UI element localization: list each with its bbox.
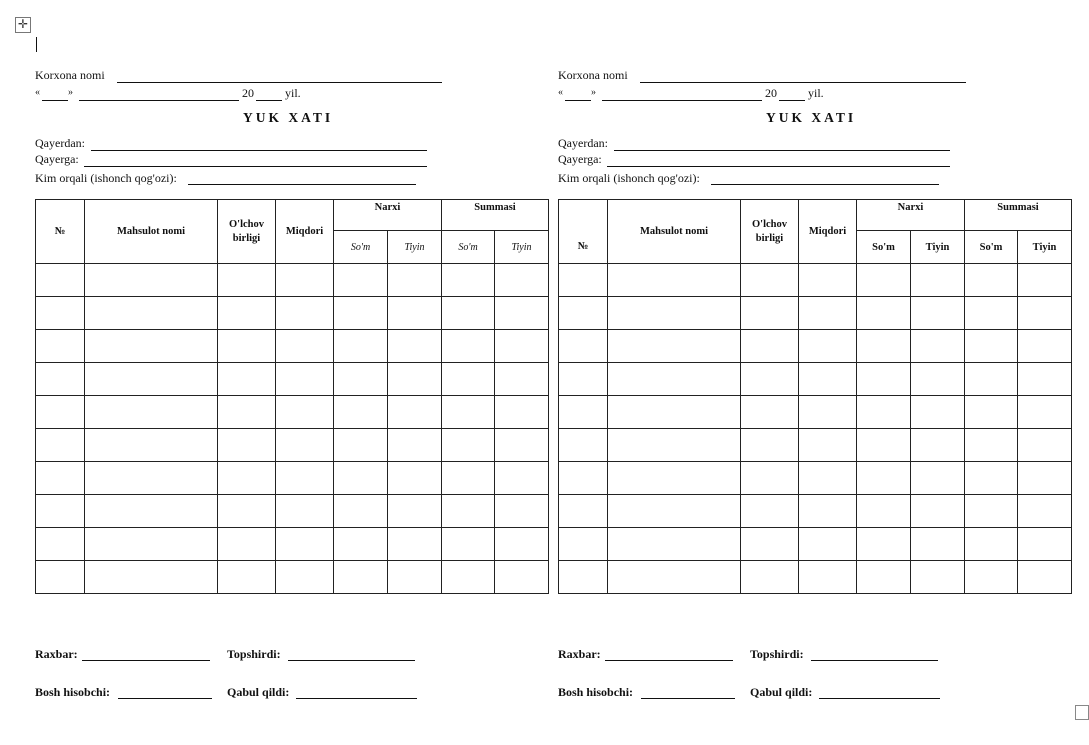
table-cell[interactable] [857, 396, 911, 429]
table-cell[interactable] [1018, 528, 1072, 561]
table-cell[interactable] [36, 396, 85, 429]
col-price-header: Narxi [857, 200, 965, 231]
table-row [36, 330, 549, 363]
handed-signature-field[interactable] [288, 660, 415, 661]
century-label: 20 [242, 86, 254, 100]
table-cell[interactable] [857, 462, 911, 495]
table-cell[interactable] [388, 429, 442, 462]
table-cell[interactable] [559, 396, 608, 429]
table-cell[interactable] [799, 297, 857, 330]
table-cell[interactable] [495, 462, 549, 495]
table-cell[interactable] [1018, 561, 1072, 594]
table-cell[interactable] [799, 396, 857, 429]
sum-tiyin-header: Tiyin [1018, 231, 1072, 264]
table-cell[interactable] [799, 330, 857, 363]
table-cell[interactable] [36, 264, 85, 297]
table-cell[interactable] [388, 561, 442, 594]
table-cell[interactable] [741, 330, 799, 363]
table-cell[interactable] [388, 330, 442, 363]
received-label: Qabul qildi: [227, 685, 290, 699]
table-cell[interactable] [36, 330, 85, 363]
table-cell[interactable] [218, 396, 276, 429]
table-cell[interactable] [442, 462, 495, 495]
table-cell[interactable] [276, 495, 334, 528]
table-cell[interactable] [36, 528, 85, 561]
price-tiyin-header: Tiyin [911, 231, 965, 264]
quote-open: « [35, 87, 40, 98]
table-cell[interactable] [36, 429, 85, 462]
head-signature-field[interactable] [605, 660, 733, 661]
from-field[interactable] [91, 150, 427, 151]
table-cell[interactable] [388, 528, 442, 561]
waybill-form-left [35, 0, 549, 745]
quote-open: « [558, 87, 563, 98]
table-cell[interactable] [36, 462, 85, 495]
table-cell[interactable] [218, 561, 276, 594]
waybill-form-right [558, 0, 1072, 745]
table-cell[interactable] [218, 330, 276, 363]
table-cell[interactable] [85, 363, 218, 396]
table-cell[interactable] [85, 264, 218, 297]
table-cell[interactable] [741, 561, 799, 594]
table-cell[interactable] [1018, 264, 1072, 297]
table-cell[interactable] [799, 363, 857, 396]
table-row [559, 297, 1072, 330]
table-cell[interactable] [85, 330, 218, 363]
table-cell[interactable] [276, 561, 334, 594]
table-cell[interactable] [442, 297, 495, 330]
table-cell[interactable] [559, 330, 608, 363]
col-no-header: № [559, 200, 608, 264]
table-cell[interactable] [276, 528, 334, 561]
table-cell[interactable] [799, 462, 857, 495]
table-cell[interactable] [608, 528, 741, 561]
table-cell[interactable] [218, 528, 276, 561]
handed-label: Topshirdi: [227, 647, 281, 661]
table-cell[interactable] [857, 297, 911, 330]
table-cell[interactable] [388, 297, 442, 330]
to-field[interactable] [84, 166, 427, 167]
table-cell[interactable] [608, 462, 741, 495]
table-cell[interactable] [741, 495, 799, 528]
company-name-field[interactable] [117, 82, 442, 83]
month-field[interactable] [602, 100, 762, 101]
table-cell[interactable] [442, 495, 495, 528]
table-cell[interactable] [495, 264, 549, 297]
table-cell[interactable] [799, 429, 857, 462]
table-cell[interactable] [442, 264, 495, 297]
table-cell[interactable] [741, 462, 799, 495]
table-cell[interactable] [388, 396, 442, 429]
table-cell[interactable] [911, 429, 965, 462]
from-label: Qayerdan: [35, 136, 85, 150]
table-row [559, 330, 1072, 363]
table-cell[interactable] [495, 429, 549, 462]
to-label: Qayerga: [558, 152, 602, 166]
table-cell[interactable] [334, 363, 388, 396]
table-cell[interactable] [442, 528, 495, 561]
table-cell[interactable] [218, 462, 276, 495]
via-label: Kim orqali (ishonch qog'ozi): [558, 171, 700, 185]
table-cell[interactable] [857, 264, 911, 297]
to-field[interactable] [607, 166, 950, 167]
table-cell[interactable] [559, 264, 608, 297]
head-signature-field[interactable] [82, 660, 210, 661]
table-cell[interactable] [965, 363, 1018, 396]
table-cell[interactable] [857, 528, 911, 561]
price-som-header: So'm [334, 231, 388, 264]
via-field[interactable] [711, 184, 939, 185]
table-row [36, 396, 549, 429]
table-cell[interactable] [85, 528, 218, 561]
table-cell[interactable] [911, 396, 965, 429]
via-label: Kim orqali (ishonch qog'ozi): [35, 171, 177, 185]
table-cell[interactable] [334, 330, 388, 363]
handed-label: Topshirdi: [750, 647, 804, 661]
table-row [36, 297, 549, 330]
year-field[interactable] [256, 100, 282, 101]
table-cell[interactable] [1018, 462, 1072, 495]
company-label: Korxona nomi [558, 68, 628, 82]
table-cell[interactable] [276, 297, 334, 330]
company-label: Korxona nomi [35, 68, 105, 82]
price-tiyin-header: Tiyin [388, 231, 442, 264]
table-cell[interactable] [85, 495, 218, 528]
sum-som-header: So'm [442, 231, 495, 264]
table-row [559, 363, 1072, 396]
table-cell[interactable] [495, 330, 549, 363]
table-cell[interactable] [388, 462, 442, 495]
col-sum-header: Summasi [442, 200, 549, 231]
table-cell[interactable] [1018, 396, 1072, 429]
day-field[interactable] [565, 100, 591, 101]
table-cell[interactable] [559, 297, 608, 330]
table-cell[interactable] [799, 528, 857, 561]
table-row [559, 429, 1072, 462]
sum-tiyin-header: Tiyin [495, 231, 549, 264]
table-cell[interactable] [965, 528, 1018, 561]
received-signature-field[interactable] [296, 698, 417, 699]
table-cell[interactable] [608, 495, 741, 528]
from-field[interactable] [614, 150, 950, 151]
table-row [36, 429, 549, 462]
table-cell[interactable] [442, 429, 495, 462]
table-row [559, 462, 1072, 495]
table-cell[interactable] [442, 363, 495, 396]
table-cell[interactable] [965, 396, 1018, 429]
goods-table [558, 199, 1072, 594]
to-label: Qayerga: [35, 152, 79, 166]
table-cell[interactable] [85, 429, 218, 462]
table-cell[interactable] [495, 396, 549, 429]
table-cell[interactable] [85, 396, 218, 429]
table-cell[interactable] [334, 264, 388, 297]
table-cell[interactable] [276, 462, 334, 495]
table-resize-handle-icon[interactable] [1075, 705, 1089, 720]
col-product-header: Mahsulot nomi [85, 200, 218, 264]
table-cell[interactable] [495, 297, 549, 330]
table-cell[interactable] [36, 297, 85, 330]
table-cell[interactable] [218, 363, 276, 396]
table-move-handle-icon[interactable]: ✛ [15, 17, 31, 33]
price-som-header: So'm [857, 231, 911, 264]
col-sum-header: Summasi [965, 200, 1072, 231]
year-suffix: yil. [808, 86, 824, 100]
table-cell[interactable] [334, 297, 388, 330]
table-cell[interactable] [334, 495, 388, 528]
document-title: YUK XATI [243, 110, 334, 125]
table-cell[interactable] [559, 495, 608, 528]
table-cell[interactable] [911, 330, 965, 363]
table-cell[interactable] [218, 264, 276, 297]
table-cell[interactable] [608, 363, 741, 396]
table-cell[interactable] [36, 495, 85, 528]
table-cell[interactable] [965, 264, 1018, 297]
table-cell[interactable] [911, 462, 965, 495]
table-cell[interactable] [799, 561, 857, 594]
table-cell[interactable] [1018, 495, 1072, 528]
received-label: Qabul qildi: [750, 685, 813, 699]
table-cell[interactable] [85, 297, 218, 330]
table-cell[interactable] [276, 330, 334, 363]
col-qty-header: Miqdori [276, 200, 334, 264]
accountant-label: Bosh hisobchi: [35, 685, 111, 699]
table-cell[interactable] [799, 264, 857, 297]
table-cell[interactable] [1018, 429, 1072, 462]
table-cell[interactable] [741, 528, 799, 561]
table-row [559, 561, 1072, 594]
table-row [559, 495, 1072, 528]
table-cell[interactable] [334, 429, 388, 462]
table-cell[interactable] [218, 429, 276, 462]
table-cell[interactable] [608, 396, 741, 429]
table-cell[interactable] [911, 495, 965, 528]
table-cell[interactable] [741, 363, 799, 396]
col-qty-header: Miqdori [799, 200, 857, 264]
table-cell[interactable] [334, 561, 388, 594]
from-label: Qayerdan: [558, 136, 608, 150]
table-cell[interactable] [559, 462, 608, 495]
table-cell[interactable] [741, 396, 799, 429]
table-cell[interactable] [442, 561, 495, 594]
table-cell[interactable] [276, 363, 334, 396]
col-product-header: Mahsulot nomi [608, 200, 741, 264]
month-field[interactable] [79, 100, 239, 101]
table-cell[interactable] [388, 264, 442, 297]
table-cell[interactable] [741, 429, 799, 462]
col-unit-header: O'lchov birligi [218, 200, 276, 264]
table-cell[interactable] [85, 561, 218, 594]
table-cell[interactable] [559, 429, 608, 462]
col-unit-header: O'lchov birligi [741, 200, 799, 264]
table-row [559, 396, 1072, 429]
year-field[interactable] [779, 100, 805, 101]
sum-som-header: So'm [965, 231, 1018, 264]
table-cell[interactable] [857, 429, 911, 462]
century-label: 20 [765, 86, 777, 100]
table-cell[interactable] [608, 264, 741, 297]
table-cell[interactable] [608, 330, 741, 363]
accountant-signature-field[interactable] [641, 698, 735, 699]
accountant-label: Bosh hisobchi: [558, 685, 634, 699]
table-row [36, 561, 549, 594]
table-row [36, 462, 549, 495]
table-row [559, 264, 1072, 297]
table-row [36, 528, 549, 561]
table-cell[interactable] [442, 396, 495, 429]
table-cell[interactable] [857, 363, 911, 396]
quote-close: » [591, 87, 596, 98]
table-cell[interactable] [388, 495, 442, 528]
table-cell[interactable] [965, 495, 1018, 528]
table-cell[interactable] [911, 297, 965, 330]
table-cell[interactable] [334, 462, 388, 495]
table-cell[interactable] [218, 495, 276, 528]
table-cell[interactable] [741, 297, 799, 330]
table-cell[interactable] [36, 363, 85, 396]
table-cell[interactable] [857, 495, 911, 528]
table-cell[interactable] [442, 330, 495, 363]
table-cell[interactable] [495, 495, 549, 528]
year-suffix: yil. [285, 86, 301, 100]
document-title: YUK XATI [766, 110, 857, 125]
col-no-header: № [36, 200, 85, 264]
via-field[interactable] [188, 184, 416, 185]
table-cell[interactable] [799, 495, 857, 528]
table-cell[interactable] [1018, 363, 1072, 396]
table-cell[interactable] [741, 264, 799, 297]
table-cell[interactable] [1018, 297, 1072, 330]
table-row [36, 264, 549, 297]
company-name-field[interactable] [640, 82, 966, 83]
table-cell[interactable] [608, 429, 741, 462]
quote-close: » [68, 87, 73, 98]
table-cell[interactable] [965, 462, 1018, 495]
table-cell[interactable] [495, 363, 549, 396]
head-label: Raxbar: [35, 647, 78, 661]
col-price-header: Narxi [334, 200, 442, 231]
table-cell[interactable] [388, 363, 442, 396]
table-cell[interactable] [608, 561, 741, 594]
table-cell[interactable] [857, 330, 911, 363]
table-cell[interactable] [911, 264, 965, 297]
table-cell[interactable] [85, 462, 218, 495]
accountant-signature-field[interactable] [118, 698, 212, 699]
table-cell[interactable] [495, 528, 549, 561]
table-cell[interactable] [559, 528, 608, 561]
day-field[interactable] [42, 100, 68, 101]
table-cell[interactable] [911, 363, 965, 396]
table-cell[interactable] [965, 330, 1018, 363]
table-cell[interactable] [965, 561, 1018, 594]
head-label: Raxbar: [558, 647, 601, 661]
table-cell[interactable] [608, 297, 741, 330]
table-cell[interactable] [276, 429, 334, 462]
table-cell[interactable] [334, 528, 388, 561]
table-cell[interactable] [276, 264, 334, 297]
table-cell[interactable] [495, 561, 549, 594]
table-row [36, 495, 549, 528]
table-cell[interactable] [857, 561, 911, 594]
table-row [559, 528, 1072, 561]
received-signature-field[interactable] [819, 698, 940, 699]
goods-table [35, 199, 549, 594]
handed-signature-field[interactable] [811, 660, 938, 661]
table-cell[interactable] [218, 297, 276, 330]
table-cell[interactable] [1018, 330, 1072, 363]
table-cell[interactable] [334, 396, 388, 429]
table-cell[interactable] [559, 363, 608, 396]
table-cell[interactable] [36, 561, 85, 594]
table-cell[interactable] [276, 396, 334, 429]
table-cell[interactable] [965, 297, 1018, 330]
table-cell[interactable] [911, 561, 965, 594]
table-row [36, 363, 549, 396]
table-cell[interactable] [911, 528, 965, 561]
table-cell[interactable] [559, 561, 608, 594]
table-cell[interactable] [965, 429, 1018, 462]
